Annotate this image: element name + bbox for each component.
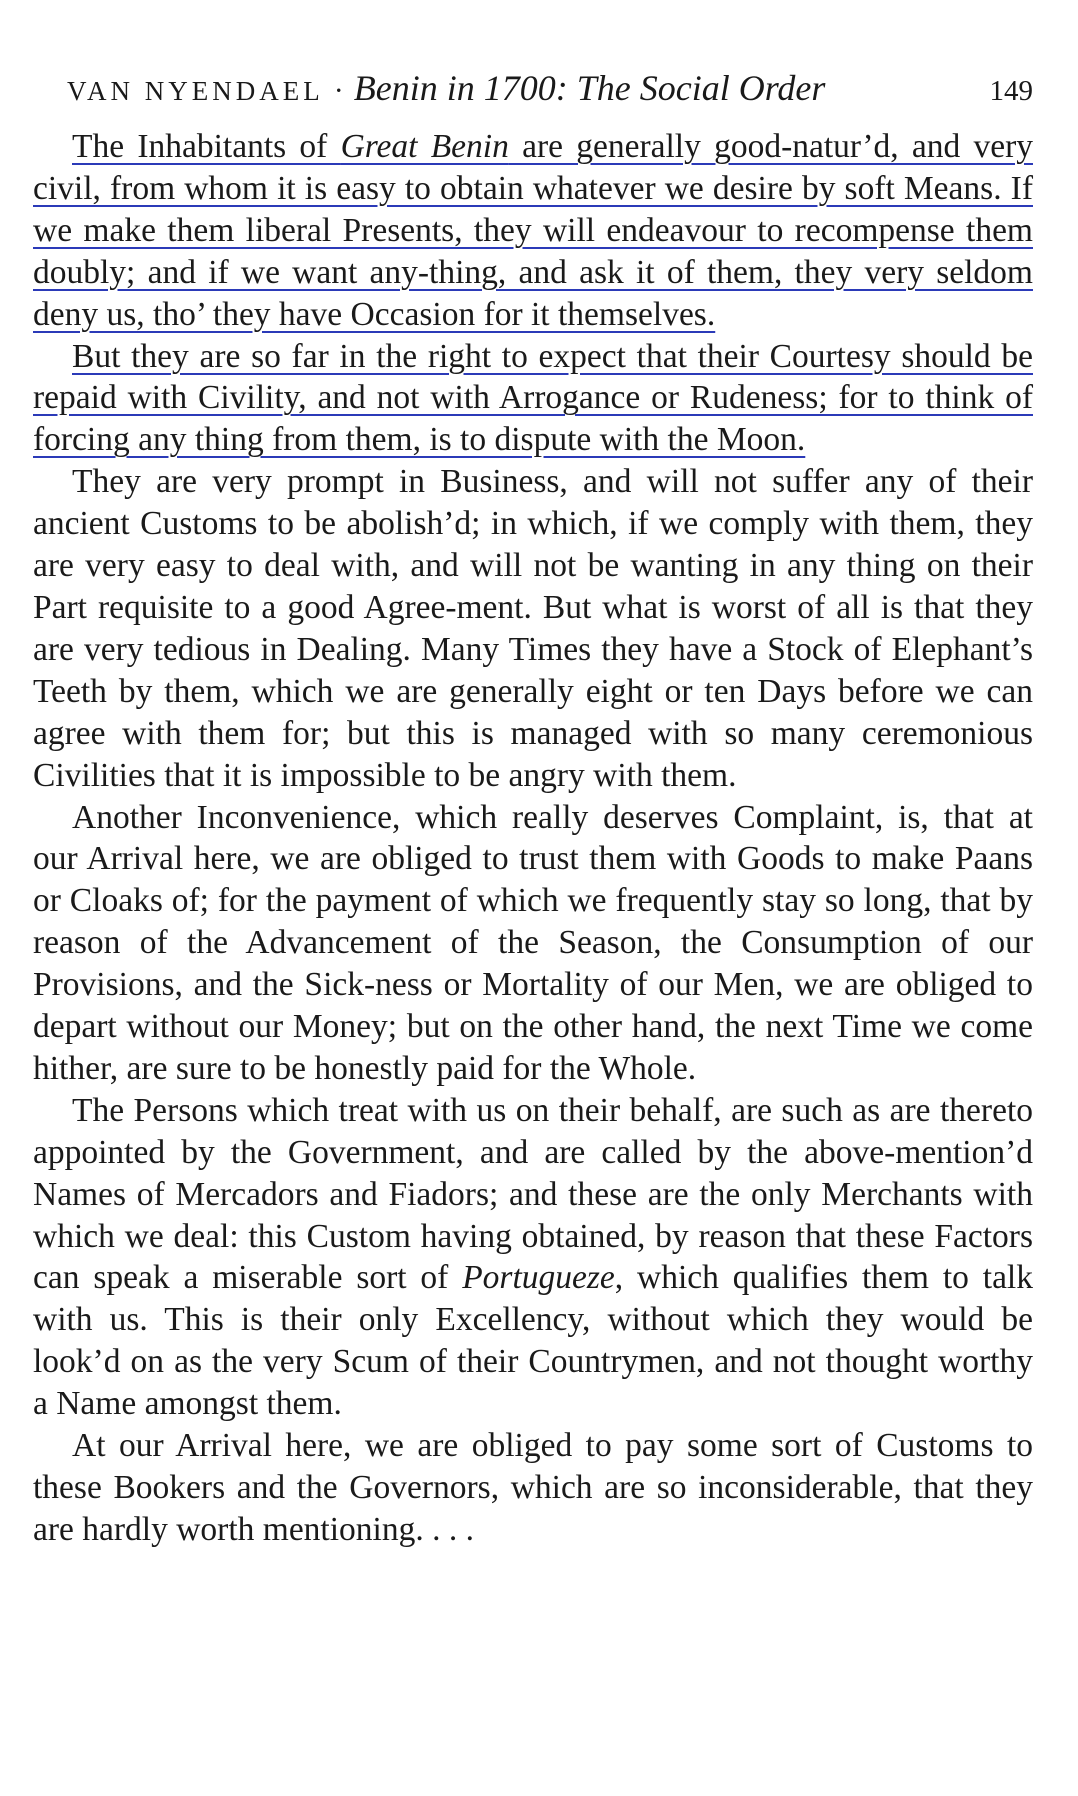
book-page [33, 70, 1033, 1551]
text-run: Portugueze [462, 1259, 615, 1297]
underlined-text: But they are so far in the right to expect that their Courtesy should be repaid with Civility, and not with Arrogance or Rudeness; for to think of forcing any thing from them, is to dispute with the Moon. [33, 337, 1033, 459]
underlined-text: The Inhabitants of [72, 128, 341, 165]
text-run: The Persons which treat with us on their behalf, are such as are thereto appointed by the Government, and are called by the above-mention’d Names of Mercadors and Fiadors; and these are the only Merchants with which we deal: this Custom having obtained, by reason that these Factors can speak a miserable sort of [33, 1091, 1033, 1297]
paragraph [33, 1090, 1033, 1425]
paragraph [33, 126, 1033, 336]
text-run: Another Inconvenience, which really deserves Complaint, is, that at our Arrival here, we are obliged to trust them with Goods to make Paans or Cloaks of; for the payment of which we frequently stay so long, that by reason of the Advancement of the Season, the Consumption of our Provisions, and the Sick-ness or Mortality of our Men, we are obliged to depart without our Money; but on the other hand, the next Time we come hither, are sure to be honestly paid for the Whole. [33, 798, 1033, 1087]
paragraph [33, 461, 1033, 796]
running-head-author: VAN NYENDAEL [67, 76, 324, 106]
paragraph [33, 1425, 1033, 1551]
text-run: , which qualifies them to talk with us. This is their only Excellency, without which they would be look’d on as the very Scum of their Countrymen, and not thought worthy a Name amongst them. [33, 1259, 1033, 1423]
page-number: 149 [989, 75, 1033, 107]
underlined-text: Great Benin [340, 128, 509, 165]
text-run: At our Arrival here, we are obliged to pay some sort of Customs to these Bookers and the Governors, which are so inconsiderable, that they are hardly worth mentioning. . . . [33, 1427, 1033, 1548]
text-run: They are very prompt in Business, and will not suffer any of their ancient Customs to be abolish’d; in which, if we comply with them, they are very easy to deal with, and will not be wanting in any thing on their Part requisite to a good Agree-ment. But what is worst of all is that they are very tedious in Dealing. Many Times they have a Stock of Elephant’s Teeth by them, which we are generally eight or ten Days before we can agree with them for; but this is managed with so many ceremonious Civilities that it is impossible to be angry with them. [33, 463, 1033, 794]
paragraph [33, 336, 1033, 462]
underlined-text: are generally good-natur’d, and very civil, from whom it is easy to obtain whatever we desire by soft Means. If we make them liberal Presents, they will endeavour to recompense them doubly; and if we want any-thing, and ask it of them, they very seldom deny us, tho’ they have Occasion for it themselves. [33, 128, 1033, 333]
body-text [33, 126, 1033, 1551]
running-head-left [67, 70, 825, 106]
running-head-separator: · [333, 74, 344, 107]
running-head-title: Benin in 1700: The Social Order [353, 68, 826, 108]
running-head [67, 70, 1033, 126]
paragraph [33, 797, 1033, 1090]
